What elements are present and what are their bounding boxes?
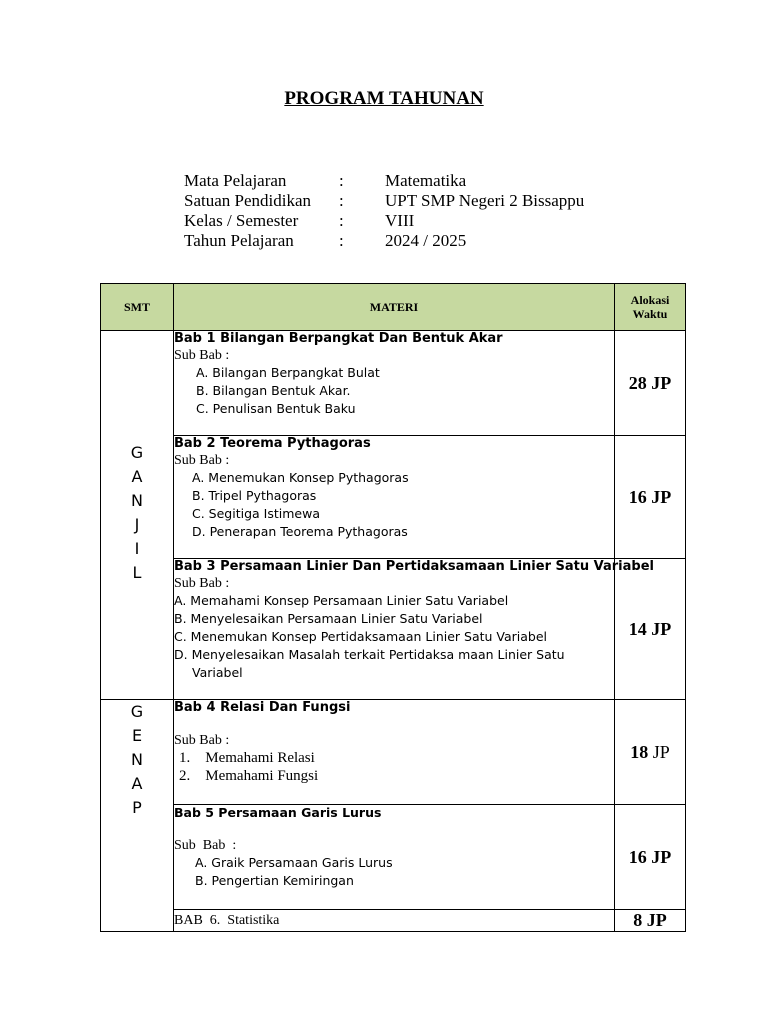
- semester-letter: P: [132, 798, 142, 817]
- materi-cell: [174, 910, 615, 932]
- header-row: [101, 284, 686, 331]
- bab-title: Bab 5 Persamaan Garis Lurus: [174, 805, 382, 820]
- semester-letter: E: [131, 726, 143, 745]
- list-item: B. Menyelesaikan Persamaan Linier Satu Variabel: [174, 611, 483, 626]
- table-row: [101, 805, 686, 910]
- header-alokasi-line1: Alokasi: [630, 293, 670, 307]
- materi-cell: [174, 805, 615, 910]
- jp-unit: JP: [648, 741, 670, 762]
- info-colon: :: [339, 231, 344, 250]
- bab-title: Bab 1 Bilangan Berpangkat Dan Bentuk Akar: [174, 331, 503, 346]
- semester-letter: L: [132, 563, 142, 582]
- info-row: [184, 211, 584, 231]
- subbab-label: Sub Bab :: [174, 576, 230, 591]
- table-row: [101, 331, 686, 436]
- semester-letter: G: [130, 443, 144, 462]
- list-item: B. Pengertian Kemiringan: [195, 873, 354, 888]
- table-row: [101, 700, 686, 805]
- list-item: A. Menemukan Konsep Pythagoras: [192, 470, 409, 485]
- info-colon: :: [339, 171, 344, 190]
- list-item: C. Menemukan Konsep Pertidaksamaan Linier Satu Variabel: [174, 629, 548, 644]
- subbab-label: Sub Bab :: [174, 733, 230, 748]
- list-item: D. Menyelesaikan Masalah terkait Pertidaksa maan Linier Satu Variabel: [174, 647, 565, 680]
- bab-title: BAB 6. Statistika: [174, 912, 280, 928]
- list-item: D. Penerapan Teorema Pythagoras: [192, 524, 408, 539]
- list-item: C. Segitiga Istimewa: [192, 506, 320, 521]
- list-item: C. Penulisan Bentuk Baku: [196, 401, 356, 416]
- info-block: [184, 171, 584, 251]
- header-smt: SMT: [101, 284, 174, 331]
- info-label: Mata Pelajaran: [184, 171, 287, 190]
- list-item: A. Memahami Konsep Persamaan Linier Satu Variabel: [174, 593, 509, 608]
- list-item: 2. Memahami Fungsi: [179, 768, 319, 784]
- program-table: [100, 283, 686, 932]
- jp-cell: [615, 700, 686, 805]
- header-materi: MATERI: [174, 284, 615, 331]
- info-colon: :: [339, 191, 344, 210]
- jp-cell: 16 JP: [615, 805, 686, 910]
- list-item: B. Tripel Pythagoras: [192, 488, 317, 503]
- table-row: [101, 559, 686, 700]
- materi-cell: [174, 700, 615, 805]
- semester-letter: A: [131, 467, 143, 486]
- list-item: B. Bilangan Bentuk Akar.: [196, 383, 351, 398]
- info-label: Tahun Pelajaran: [184, 231, 294, 250]
- info-label: Kelas / Semester: [184, 211, 299, 230]
- info-row: [184, 171, 584, 191]
- semester-ganjil: [101, 331, 174, 700]
- semester-letter: J: [134, 515, 140, 534]
- bab-title: Bab 2 Teorema Pythagoras: [174, 436, 371, 451]
- list-item: A. Bilangan Berpangkat Bulat: [196, 365, 380, 380]
- info-row: [184, 191, 584, 211]
- list-item: 1. Memahami Relasi: [179, 750, 315, 766]
- info-value: 2024 / 2025: [385, 231, 467, 250]
- bab-title: Bab 3 Persamaan Linier Dan Pertidaksamaan Linier Satu Variabel: [174, 559, 654, 574]
- semester-letter: G: [130, 702, 144, 721]
- materi-cell: [174, 331, 615, 436]
- info-label: Satuan Pendidikan: [184, 191, 312, 210]
- bab-title: Bab 4 Relasi Dan Fungsi: [174, 700, 351, 715]
- subbab-label: Sub Bab :: [174, 453, 230, 468]
- jp-cell: 16 JP: [615, 436, 686, 559]
- semester-letter: N: [131, 750, 143, 769]
- jp-cell: 14 JP: [615, 559, 686, 700]
- semester-letter: N: [131, 491, 143, 510]
- semester-genap: [101, 700, 174, 932]
- page-title: PROGRAM TAHUNAN: [284, 88, 484, 109]
- jp-cell: 8 JP: [615, 910, 686, 932]
- info-row: [184, 231, 584, 251]
- list-item: A. Graik Persamaan Garis Lurus: [195, 855, 393, 870]
- semester-letter: A: [131, 774, 143, 793]
- table-row: [101, 910, 686, 932]
- subbab-label: Sub Bab :: [174, 838, 237, 853]
- info-colon: :: [339, 211, 344, 230]
- subbab-label: Sub Bab :: [174, 348, 230, 363]
- info-value: Matematika: [385, 171, 467, 190]
- semester-letter: I: [134, 539, 140, 558]
- header-alokasi-line2: Waktu: [632, 307, 668, 321]
- table-row: [101, 436, 686, 559]
- info-value: UPT SMP Negeri 2 Bissappu: [385, 191, 585, 210]
- jp-cell: 28 JP: [615, 331, 686, 436]
- header-alokasi: [615, 284, 686, 331]
- info-value: VIII: [385, 211, 415, 230]
- materi-cell: [174, 436, 615, 559]
- jp-number: 18: [630, 741, 649, 762]
